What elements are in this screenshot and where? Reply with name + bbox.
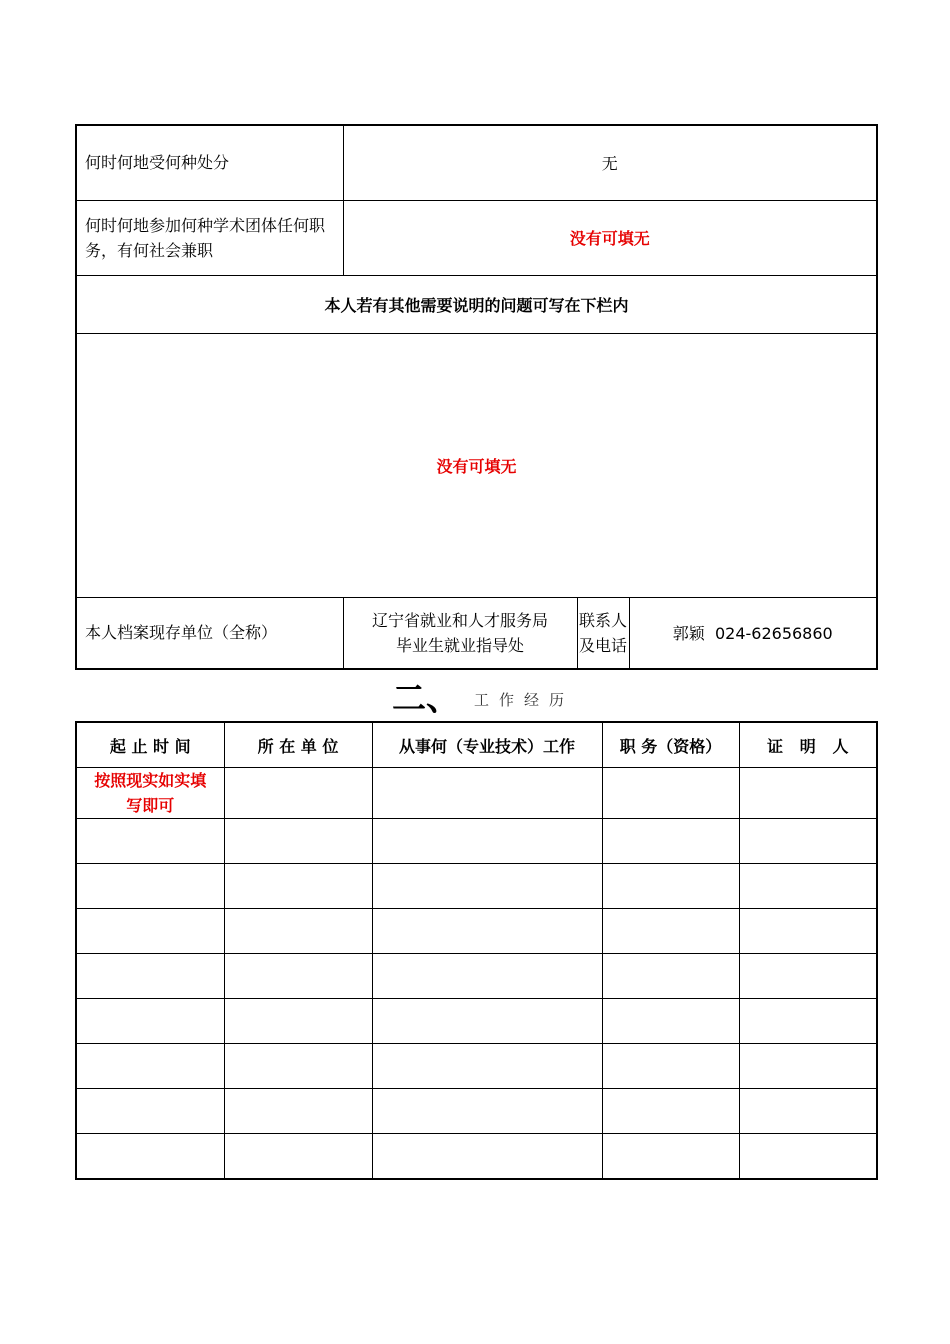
contact-value: 郭颖 024-62656860 xyxy=(629,597,877,669)
table-cell[interactable] xyxy=(739,768,877,819)
table-cell[interactable] xyxy=(224,954,372,999)
table-row xyxy=(76,999,877,1044)
table-cell[interactable] xyxy=(602,864,739,909)
table-cell[interactable] xyxy=(372,1089,602,1134)
punishment-label: 何时何地受何种处分 xyxy=(76,125,343,200)
table-cell[interactable] xyxy=(224,999,372,1044)
table-cell[interactable] xyxy=(602,1044,739,1089)
table-cell[interactable] xyxy=(372,954,602,999)
table-cell[interactable] xyxy=(372,1044,602,1089)
header-position: 职 务（资格） xyxy=(602,722,739,768)
header-period: 起 止 时 间 xyxy=(76,722,224,768)
first-row-note-text: 按照现实如实填写即可 xyxy=(94,771,207,815)
remarks-value: 没有可填无 xyxy=(76,333,877,597)
archive-unit-line2: 毕业生就业指导处 xyxy=(396,635,525,655)
archive-label: 本人档案现存单位（全称） xyxy=(76,597,343,669)
table-cell[interactable] xyxy=(76,1134,224,1180)
table-cell[interactable] xyxy=(372,768,602,819)
table-cell[interactable] xyxy=(224,768,372,819)
table-cell[interactable] xyxy=(602,954,739,999)
table-cell[interactable] xyxy=(76,909,224,954)
header-witness: 证 明 人 xyxy=(739,722,877,768)
work-history-table xyxy=(75,721,878,1180)
table-cell[interactable] xyxy=(372,909,602,954)
table-row xyxy=(76,864,877,909)
table-cell[interactable] xyxy=(739,909,877,954)
header-work: 从事何（专业技术）工作 xyxy=(372,722,602,768)
table-cell[interactable] xyxy=(76,864,224,909)
academic-value: 没有可填无 xyxy=(343,200,877,275)
header-unit: 所 在 单 位 xyxy=(224,722,372,768)
table-cell[interactable] xyxy=(76,999,224,1044)
contact-label xyxy=(577,597,629,669)
table-cell[interactable] xyxy=(76,954,224,999)
table-row xyxy=(76,819,877,864)
table-row xyxy=(76,1089,877,1134)
contact-label-line1: 联系人 xyxy=(579,610,628,630)
punishment-value: 无 xyxy=(343,125,877,200)
table-cell[interactable] xyxy=(739,1134,877,1180)
table-cell[interactable] xyxy=(224,1044,372,1089)
table-cell[interactable] xyxy=(739,999,877,1044)
table-row xyxy=(76,768,877,819)
table-cell[interactable] xyxy=(602,768,739,819)
first-row-note xyxy=(76,768,224,819)
table-cell[interactable] xyxy=(372,864,602,909)
academic-label: 何时何地参加何种学术团体任何职务，有何社会兼职 xyxy=(76,200,343,275)
table-cell[interactable] xyxy=(739,1089,877,1134)
table-cell[interactable] xyxy=(372,1134,602,1180)
table-row xyxy=(76,1134,877,1180)
section-title: 工作经历 xyxy=(474,690,575,709)
table-cell[interactable] xyxy=(739,864,877,909)
archive-unit-line1: 辽宁省就业和人才服务局 xyxy=(372,610,549,630)
table-row xyxy=(76,954,877,999)
table-cell[interactable] xyxy=(739,954,877,999)
archive-unit xyxy=(343,597,577,669)
table-cell[interactable] xyxy=(739,819,877,864)
table-cell[interactable] xyxy=(602,909,739,954)
table-cell[interactable] xyxy=(76,1044,224,1089)
section-heading xyxy=(392,679,574,719)
table-cell[interactable] xyxy=(224,909,372,954)
table-cell[interactable] xyxy=(602,819,739,864)
personal-info-table xyxy=(75,124,878,670)
contact-label-line2: 及电话 xyxy=(579,635,628,655)
table-cell[interactable] xyxy=(224,864,372,909)
section-number: 二、 xyxy=(392,679,460,719)
table-cell[interactable] xyxy=(372,999,602,1044)
table-cell[interactable] xyxy=(224,1089,372,1134)
remarks-header: 本人若有其他需要说明的问题可写在下栏内 xyxy=(76,275,877,333)
table-cell[interactable] xyxy=(602,999,739,1044)
table-cell[interactable] xyxy=(372,819,602,864)
table-row xyxy=(76,909,877,954)
table-cell[interactable] xyxy=(224,819,372,864)
table-row xyxy=(76,1044,877,1089)
table-cell[interactable] xyxy=(76,819,224,864)
work-table-header-row xyxy=(76,722,877,768)
table-cell[interactable] xyxy=(602,1134,739,1180)
table-cell[interactable] xyxy=(224,1134,372,1180)
table-cell[interactable] xyxy=(76,1089,224,1134)
table-cell[interactable] xyxy=(602,1089,739,1134)
table-cell[interactable] xyxy=(739,1044,877,1089)
